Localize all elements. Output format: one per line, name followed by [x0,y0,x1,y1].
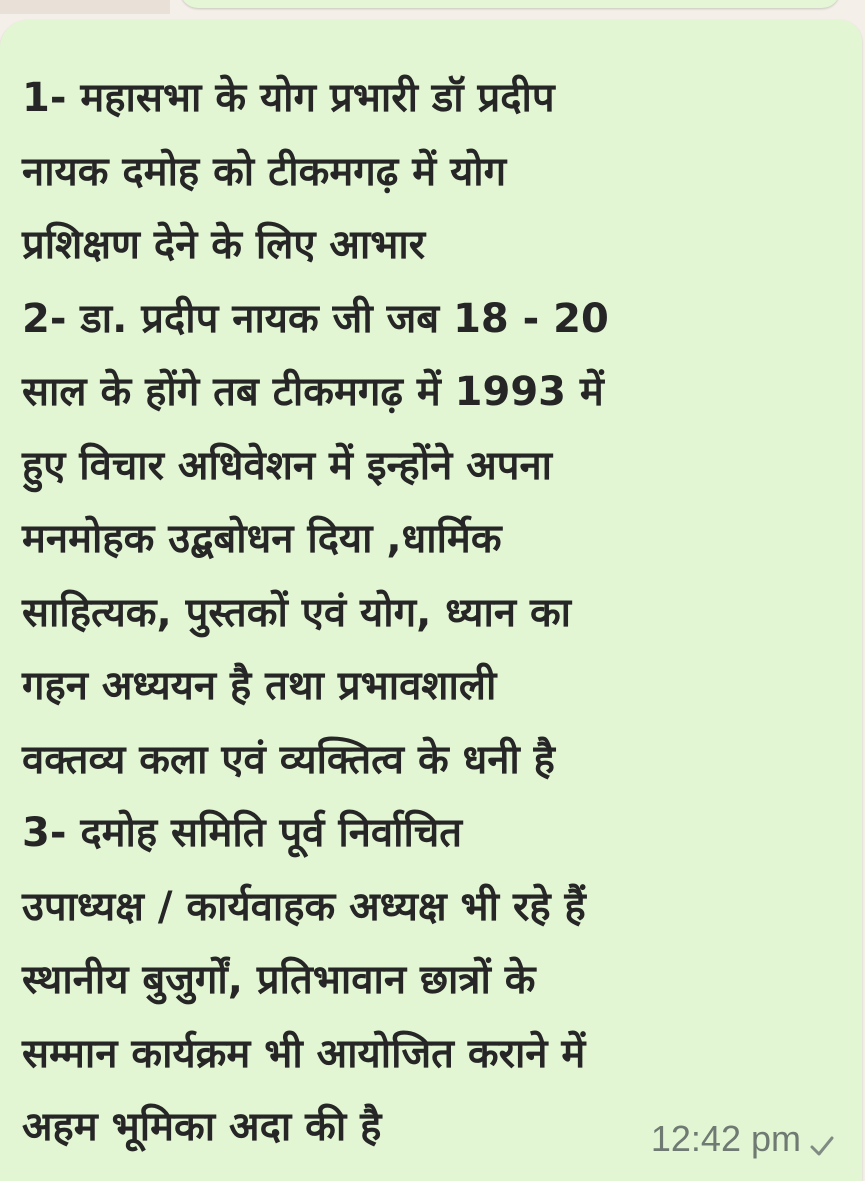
message-line: 1- महासभा के योग प्रभारी डॉ प्रदीप [22,75,555,121]
message-line: अहम भूमिका अदा की है [22,1104,382,1150]
message-line: साल के होंगे तब टीकमगढ़ में 1993 में [22,369,604,415]
message-line: नायक दमोह को टीकमगढ़ में योग [22,148,507,195]
message-line: स्थानीय बुजुर्गों, प्रतिभावान छात्रों के [22,957,536,1003]
message-bubble[interactable] [0,20,862,1181]
message-line: 3- दमोह समिति पूर्व निर्वाचित [22,810,463,856]
message-line: उपाध्यक्ष / कार्यवाहक अध्यक्ष भी रहे हैं [22,883,586,930]
single-check-icon [809,1126,835,1152]
previous-message-edge [0,0,170,14]
message-line: मनमोहक उद्बबोधन दिया ,धार्मिक [22,516,502,562]
message-line: हुए विचार अधिवेशन में इन्होंने अपना [22,442,553,489]
message-text [22,62,852,1165]
message-line: प्रशिक्षण देने के लिए आभार [22,222,426,268]
message-line: वक्तव्य कला एवं व्यक्तित्व के धनी है [22,736,555,783]
message-timestamp: 12:42 pm [650,1118,801,1159]
message-line: 2- डा. प्रदीप नायक जी जब 18 - 20 [22,295,609,342]
message-line: गहन अध्ययन है तथा प्रभावशाली [22,663,497,709]
message-line: साहित्यक, पुस्तकों एवं योग, ध्यान का [22,589,572,636]
message-meta [651,1118,835,1160]
previous-message-bubble[interactable] [180,0,840,8]
message-line: सम्मान कार्यक्रम भी आयोजित कराने में [22,1030,586,1077]
